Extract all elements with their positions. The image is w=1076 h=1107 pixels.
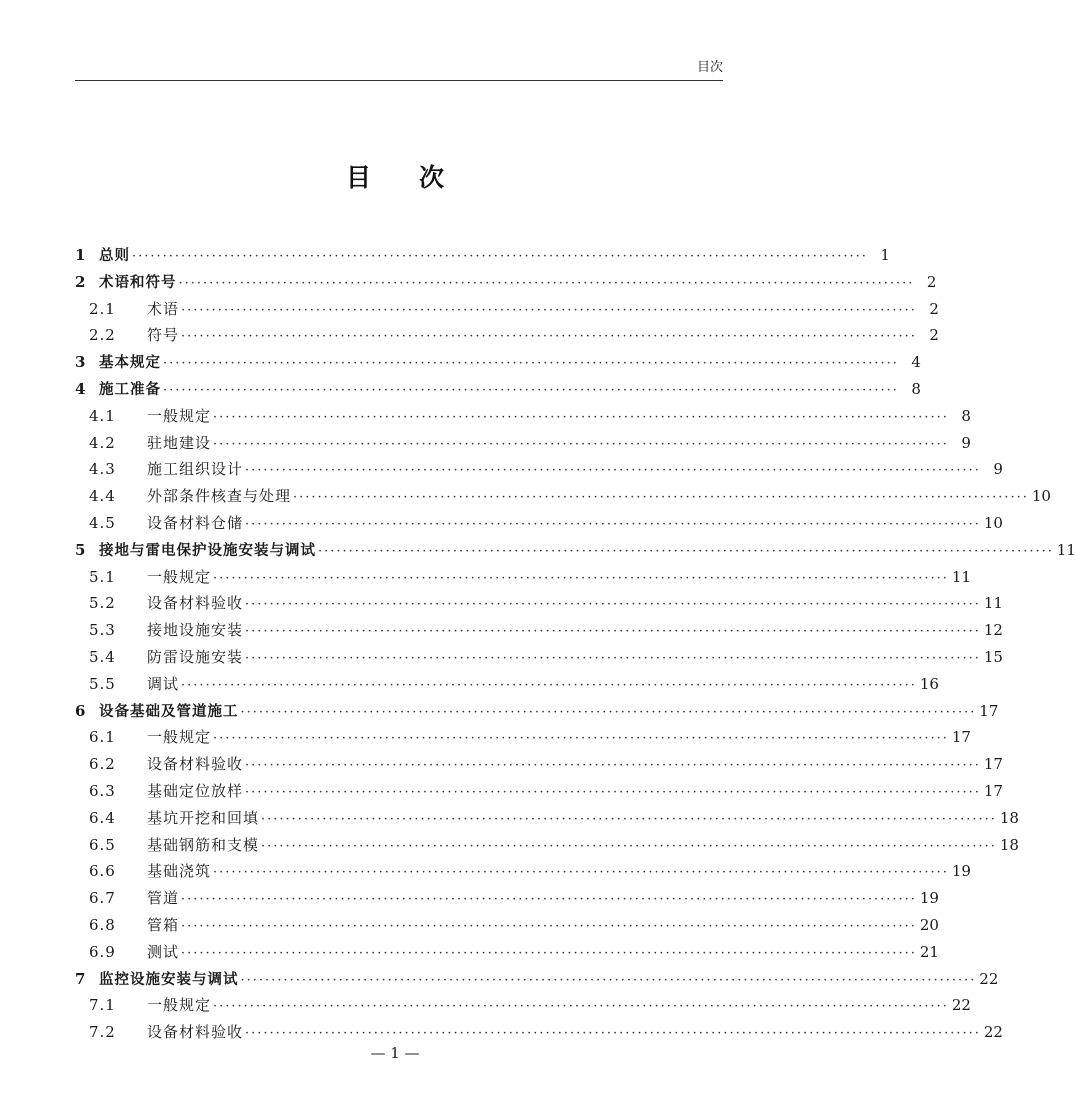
toc-dot-leader: ························································································································ — [213, 436, 949, 452]
toc-dot-leader: ························································································································ — [213, 999, 949, 1015]
toc-entry-number: 5.5 — [89, 674, 116, 693]
toc-entry-label: 管箱 — [147, 915, 180, 934]
toc-entry-label: 接地与雷电保护设施安装与调试 — [99, 542, 316, 559]
toc-entry-number: 4.1 — [89, 406, 116, 425]
toc-dot-leader: ························································································································ — [132, 249, 868, 264]
toc-section-entry[interactable] — [75, 834, 1019, 861]
toc-entry-page: 18 — [999, 808, 1019, 827]
toc-entry-page: 11 — [1056, 540, 1076, 559]
toc-entry-label: 基础浇筑 — [147, 862, 212, 881]
toc-section-entry[interactable] — [75, 887, 939, 914]
toc-entry-number: 6.7 — [89, 889, 116, 908]
toc-dot-leader: ························································································································ — [181, 892, 917, 908]
toc-entry-number: 4 — [75, 379, 86, 398]
toc-entry-label: 调试 — [147, 674, 180, 693]
toc-entry-page: 20 — [919, 915, 939, 934]
toc-dot-leader: ························································································································ — [163, 382, 899, 398]
toc-entry-number: 5.4 — [89, 647, 116, 666]
toc-chapter-entry[interactable] — [75, 539, 1076, 566]
toc-dot-leader: ························································································································ — [318, 543, 1054, 559]
toc-section-entry[interactable] — [75, 914, 939, 941]
toc-dot-leader: ························································································································ — [245, 463, 981, 479]
toc-entry-number: 6.1 — [89, 728, 116, 747]
toc-dot-leader: ························································································································ — [245, 516, 981, 532]
page-number: — 1 — — [370, 1044, 420, 1062]
toc-entry-label: 基本规定 — [99, 355, 161, 372]
toc-entry-label: 基础钢筋和支模 — [147, 835, 260, 854]
toc-entry-label: 施工组织设计 — [147, 460, 244, 479]
toc-chapter-entry[interactable] — [75, 271, 937, 298]
toc-entry-label: 一般规定 — [147, 728, 212, 747]
toc-section-entry[interactable] — [75, 619, 1003, 646]
toc-entry-page: 2 — [929, 299, 939, 318]
toc-section-entry[interactable] — [75, 726, 971, 753]
toc-dot-leader: ························································································································ — [240, 972, 977, 988]
toc-dot-leader: ························································································································ — [245, 597, 981, 613]
toc-dot-leader: ························································································································ — [245, 624, 981, 640]
toc-entry-number: 4.3 — [89, 460, 116, 479]
toc-section-entry[interactable] — [75, 566, 971, 593]
toc-entry-number: 6.4 — [89, 808, 116, 827]
toc-entry-label: 管道 — [147, 889, 180, 908]
toc-entry-label: 驻地建设 — [147, 433, 212, 452]
toc-dot-leader: ························································································································ — [181, 302, 917, 318]
toc-entry-number: 2.1 — [89, 299, 116, 318]
toc-entry-label: 监控设施安装与调试 — [99, 971, 239, 988]
toc-entry-page: 9 — [993, 460, 1003, 479]
toc-section-entry[interactable] — [75, 485, 1051, 512]
toc-entry-page: 11 — [983, 594, 1003, 613]
toc-entry-number: 4.2 — [89, 433, 116, 452]
toc-dot-leader: ························································································································ — [213, 409, 949, 425]
toc-entry-number: 6.6 — [89, 862, 116, 881]
toc-section-entry[interactable] — [75, 592, 1003, 619]
toc-entry-page: 17 — [983, 781, 1003, 800]
toc-entry-label: 总则 — [99, 248, 130, 264]
toc-entry-page: 22 — [979, 969, 999, 988]
toc-entry-label: 设备材料仓储 — [147, 513, 244, 532]
toc-section-entry[interactable] — [75, 405, 971, 432]
toc-dot-leader: ························································································································ — [261, 838, 997, 854]
toc-dot-leader: ························································································································ — [245, 758, 981, 774]
toc-entry-page: 10 — [983, 513, 1003, 532]
toc-entry-page: 21 — [919, 942, 939, 961]
toc-section-entry[interactable] — [75, 512, 1003, 539]
toc-dot-leader: ························································································································ — [245, 1026, 981, 1042]
toc-entry-page: 2 — [929, 326, 939, 345]
toc-section-entry[interactable] — [75, 941, 939, 968]
toc-entry-page: 22 — [951, 996, 971, 1015]
toc-section-entry[interactable] — [75, 753, 1003, 780]
toc-entry-page: 2 — [926, 272, 937, 291]
toc-dot-leader: ························································································································ — [213, 570, 949, 586]
toc-section-entry[interactable] — [75, 324, 939, 351]
toc-section-entry[interactable] — [75, 646, 1003, 673]
toc-dot-leader: ························································································································ — [261, 811, 997, 827]
toc-entry-number: 6 — [75, 701, 86, 720]
toc-section-entry[interactable] — [75, 673, 939, 700]
toc-entry-number: 3 — [75, 353, 86, 372]
toc-entry-label: 术语和符号 — [99, 274, 177, 291]
toc-entry-label: 术语 — [147, 299, 180, 318]
toc-entry-number: 6.2 — [89, 755, 116, 774]
toc-dot-leader: ························································································································ — [213, 731, 949, 747]
toc-entry-number: 7.2 — [89, 1023, 116, 1042]
toc-entry-page: 19 — [951, 862, 971, 881]
toc-entry-page: 22 — [983, 1023, 1003, 1042]
toc-dot-leader: ························································································································ — [178, 275, 915, 291]
toc-entry-label: 设备材料验收 — [147, 1023, 244, 1042]
toc-entry-number: 2 — [75, 272, 86, 291]
toc-entry-number: 5.2 — [89, 594, 116, 613]
toc-entry-label: 符号 — [147, 326, 180, 345]
toc-chapter-entry[interactable] — [75, 700, 999, 727]
toc-entry-label: 防雷设施安装 — [147, 647, 244, 666]
toc-section-entry[interactable] — [75, 458, 1003, 485]
table-of-contents — [75, 244, 1076, 1048]
toc-entry-number: 2.2 — [89, 326, 116, 345]
toc-dot-leader: ························································································································ — [213, 865, 949, 881]
toc-entry-label: 外部条件核查与处理 — [147, 487, 292, 506]
toc-entry-page: 17 — [979, 701, 999, 720]
toc-section-entry[interactable] — [75, 860, 971, 887]
toc-entry-page: 10 — [1031, 487, 1051, 506]
toc-chapter-entry[interactable] — [75, 968, 999, 995]
toc-entry-page: 15 — [983, 647, 1003, 666]
toc-dot-leader: ························································································································ — [181, 329, 917, 345]
toc-chapter-entry[interactable] — [75, 351, 921, 378]
toc-entry-page: 19 — [919, 889, 939, 908]
toc-section-entry[interactable] — [75, 807, 1019, 834]
toc-section-entry[interactable] — [75, 994, 971, 1021]
toc-entry-page: 8 — [961, 406, 971, 425]
toc-entry-number: 4.5 — [89, 513, 116, 532]
toc-entry-label: 施工准备 — [99, 381, 161, 398]
toc-entry-label: 测试 — [147, 942, 180, 961]
toc-dot-leader: ························································································································ — [181, 918, 917, 934]
toc-entry-label: 一般规定 — [147, 996, 212, 1015]
toc-entry-number: 6.9 — [89, 942, 116, 961]
toc-entry-number: 6.3 — [89, 781, 116, 800]
toc-chapter-entry[interactable] — [75, 244, 890, 271]
toc-entry-label: 设备材料验收 — [147, 755, 244, 774]
running-header: 目次 — [75, 58, 723, 81]
toc-entry-page: 8 — [911, 379, 921, 398]
toc-entry-number: 6.8 — [89, 915, 116, 934]
toc-entry-page: 18 — [999, 835, 1019, 854]
page-title: 目次 — [345, 163, 492, 192]
toc-entry-number: 1 — [75, 246, 86, 264]
toc-entry-label: 设备基础及管道施工 — [99, 703, 239, 720]
toc-entry-page: 12 — [983, 621, 1003, 640]
toc-entry-number: 7 — [75, 969, 86, 988]
toc-entry-page: 4 — [911, 353, 921, 372]
toc-chapter-entry[interactable] — [75, 378, 921, 405]
toc-dot-leader: ························································································································ — [293, 490, 1029, 506]
toc-entry-label: 接地设施安装 — [147, 621, 244, 640]
toc-entry-page: 11 — [951, 567, 971, 586]
toc-dot-leader: ························································································································ — [163, 356, 899, 372]
toc-entry-number: 7.1 — [89, 996, 116, 1015]
toc-entry-label: 一般规定 — [147, 406, 212, 425]
toc-entry-number: 5.3 — [89, 621, 116, 640]
toc-section-entry[interactable] — [75, 432, 971, 459]
toc-entry-label: 基坑开挖和回填 — [147, 808, 260, 827]
toc-entry-number: 5.1 — [89, 567, 116, 586]
toc-entry-number: 4.4 — [89, 487, 116, 506]
toc-dot-leader: ························································································································ — [240, 704, 977, 720]
toc-entry-label: 一般规定 — [147, 567, 212, 586]
toc-entry-label: 设备材料验收 — [147, 594, 244, 613]
toc-entry-number: 6.5 — [89, 835, 116, 854]
toc-entry-number: 5 — [75, 540, 86, 559]
toc-section-entry[interactable] — [75, 298, 939, 325]
toc-entry-page: 16 — [919, 674, 939, 693]
toc-entry-label: 基础定位放样 — [147, 781, 244, 800]
toc-entry-page: 1 — [880, 246, 890, 264]
toc-entry-page: 17 — [951, 728, 971, 747]
toc-entry-page: 9 — [961, 433, 971, 452]
toc-entry-page: 17 — [983, 755, 1003, 774]
toc-dot-leader: ························································································································ — [181, 677, 917, 693]
toc-section-entry[interactable] — [75, 780, 1003, 807]
toc-dot-leader: ························································································································ — [245, 784, 981, 800]
toc-dot-leader: ························································································································ — [181, 945, 917, 961]
toc-dot-leader: ························································································································ — [245, 650, 981, 666]
